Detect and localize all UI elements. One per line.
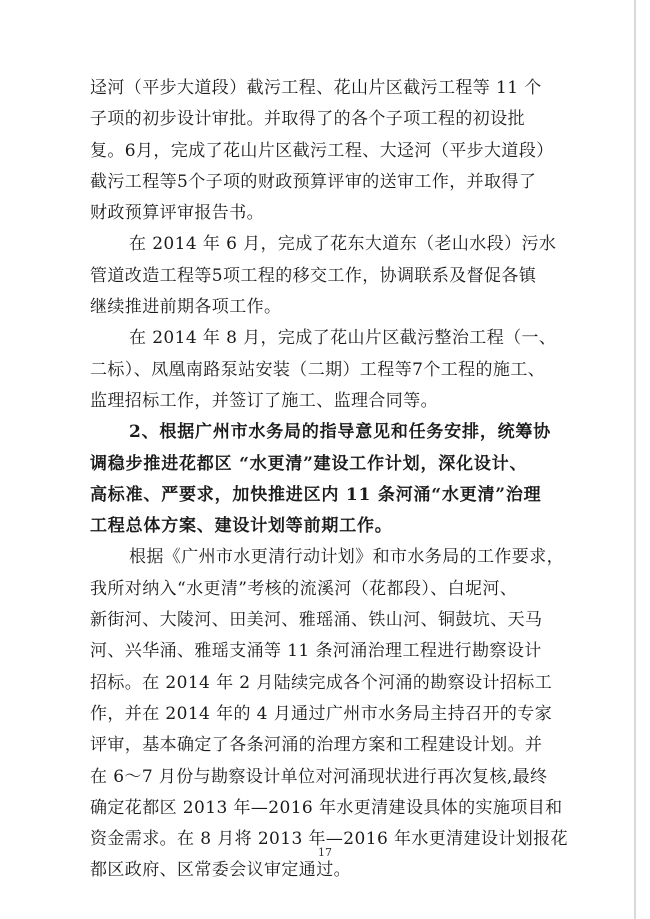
text-line: 资金需求。在 8 月将 2013 年—2016 年水更清建设计划报花 xyxy=(90,829,568,850)
text-line: 作，并在 2014 年的 4 月通过广州市水务局主持召开的专家 xyxy=(90,703,553,724)
paragraph-start-line: 在 2014 年 8 月，完成了花山片区截污整治工程（一、 xyxy=(129,328,557,349)
text-line: 评审，基本确定了各条河涌的治理方案和工程建设计划。并 xyxy=(90,735,543,756)
scan-edge-shadow xyxy=(634,0,636,919)
page-number: 17 xyxy=(318,846,332,859)
text-line: 迳河（平步大道段）截污工程、花山片区截污工程等 11 个 xyxy=(90,78,542,98)
text-line: 新街河、大陵河、田美河、雅瑶涌、铁山河、铜鼓坑、天马 xyxy=(90,610,543,631)
text-line: 我所对纳入“水更清”考核的流溪河（花都段）、白坭河、 xyxy=(90,578,518,599)
text-line: 管道改造工程等5项工程的移交工作，协调联系及督促各镇 xyxy=(90,265,537,286)
text-line: 继续推进前期各项工作。 xyxy=(90,297,282,318)
text-line: 都区政府、区常委会议审定通过。 xyxy=(90,860,351,881)
section-heading-line: 高标准、严要求，加快推进区内 11 条河涌“水更清”治理 xyxy=(90,484,542,505)
text-line: 二标）、凤凰南路泵站安装（二期）工程等7个工程的施工、 xyxy=(90,359,546,380)
text-line: 财政预算评审报告书。 xyxy=(90,203,264,224)
section-heading-line: 2、根据广州市水务局的指导意见和任务安排，统筹协 xyxy=(129,422,552,443)
text-line: 招标。在 2014 年 2 月陆续完成各个河涌的勘察设计招标工 xyxy=(90,672,553,693)
section-heading-line: 调稳步推进花都区 “水更清”建设工作计划，深化设计、 xyxy=(90,453,528,474)
text-line: 河、兴华涌、雅瑶支涌等 11 条河涌治理工程进行勘察设计 xyxy=(90,641,542,662)
text-line: 监理招标工作，并签订了施工、监理合同等。 xyxy=(90,390,438,411)
paragraph-start-line: 根据《广州市水更清行动计划》和市水务局的工作要求， xyxy=(129,547,564,568)
section-heading-line: 工程总体方案、建设计划等前期工作。 xyxy=(90,516,393,537)
body-text xyxy=(90,73,590,887)
text-line: 截污工程等5个子项的财政预算评审的送审工作，并取得了 xyxy=(90,171,537,192)
text-line: 确定花都区 2013 年—2016 年水更清建设具体的实施项目和 xyxy=(90,797,563,818)
text-line: 复。6月，完成了花山片区截污工程、大迳河（平步大道段） xyxy=(90,140,554,161)
text-line: 子项的初步设计审批。并取得了的各个子项工程的初设批 xyxy=(90,109,525,130)
text-line: 在 6～7 月份与勘察设计单位对河涌现状进行再次复核,最终 xyxy=(90,766,548,787)
paragraph-start-line: 在 2014 年 6 月，完成了花东大道东（老山水段）污水 xyxy=(129,234,557,255)
